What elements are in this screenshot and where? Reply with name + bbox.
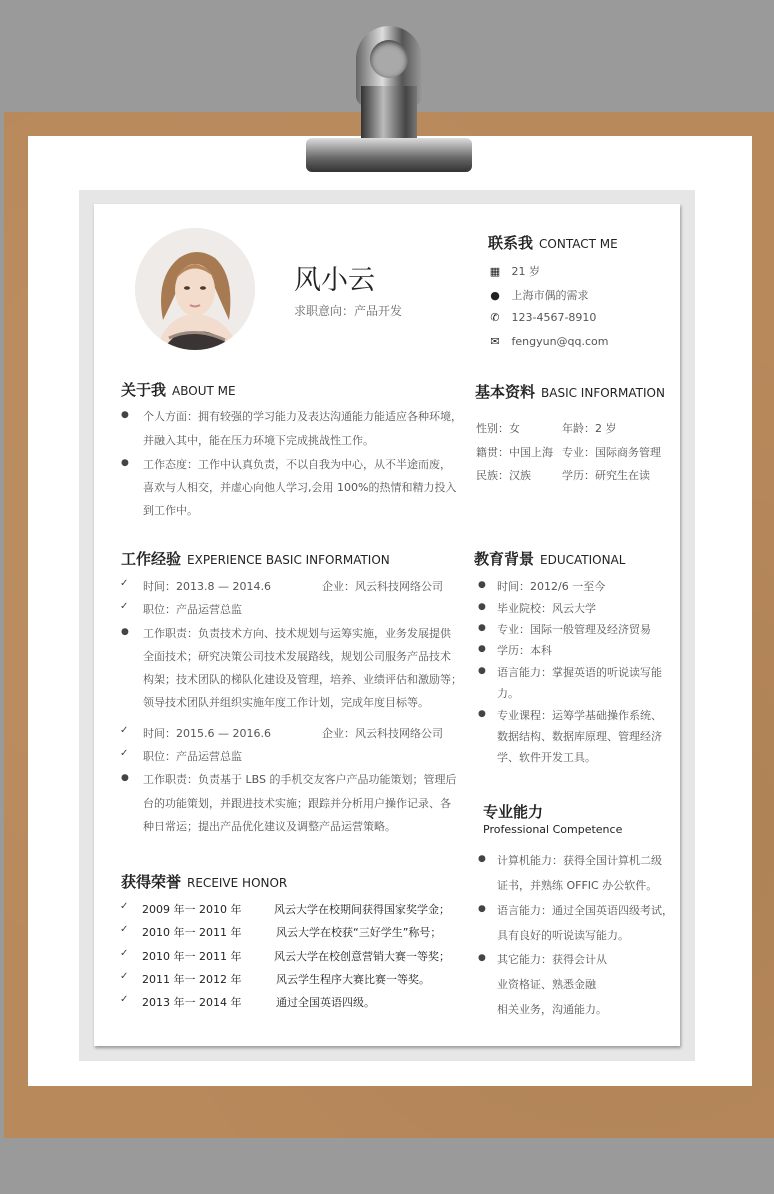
edu-major: 专业：国际一般管理及经济贸易 <box>497 623 651 636</box>
skill-line: 证书，并熟练 OFFIC 办公软件。 <box>497 879 658 892</box>
about-line: 并融入其中，能在压力环境下完成挑战性工作。 <box>143 434 374 447</box>
check-icon: ✓ <box>120 971 129 982</box>
job2-position: 职位：产品运营总监 <box>143 750 242 763</box>
contact-phone-row: ✆ 123-4567-8910 <box>488 311 596 324</box>
avatar <box>135 228 255 350</box>
check-icon: ✓ <box>120 725 129 736</box>
skill-line: 相关业务，沟通能力。 <box>497 1003 607 1016</box>
check-icon: ✓ <box>120 901 129 912</box>
job1-duty: 全面技术；研究决策公司技术发展路线，规划公司服务产品技术 <box>143 650 451 663</box>
skill-line: 语言能力：通过全国英语四级考试， <box>497 904 673 917</box>
basic-gender: 性别：女 <box>476 422 520 435</box>
contact-age-row: ▦ 21 岁 <box>489 265 540 278</box>
edu-courses: 专业课程：运筹学基础操作系统、 <box>497 709 662 722</box>
honor-year: 2010 年一 2011 年 <box>142 950 242 963</box>
bullet-dot: ● <box>478 623 486 633</box>
check-icon: ✓ <box>120 994 129 1005</box>
bullet-dot: ● <box>478 953 486 963</box>
basic-heading: 基本资料 BASIC INFORMATION <box>475 383 665 401</box>
check-icon: ✓ <box>120 578 129 589</box>
job1-company: 企业：风云科技网络公司 <box>322 580 443 593</box>
about-line: 喜欢与人相交，并虚心向他人学习,会用 100%的热情和精力投入 <box>143 481 457 494</box>
skill-line: 具有良好的听说读写能力。 <box>497 929 629 942</box>
about-heading: 关于我 ABOUT ME <box>121 381 236 399</box>
contact-address-row: ● 上海市偶的需求 <box>488 287 589 303</box>
bullet-dot: ● <box>121 458 129 468</box>
basic-age: 年龄：2 岁 <box>562 422 617 435</box>
honor-desc: 风云大学在校获“三好学生”称号； <box>276 926 442 939</box>
honor-desc: 风云大学在校创意营销大赛一等奖； <box>274 950 450 963</box>
bullet-dot: ● <box>478 709 486 719</box>
skills-heading-en: Professional Competence <box>483 823 623 836</box>
check-icon: ✓ <box>120 924 129 935</box>
edu-courses: 数据结构、数据库原理、管理经济 <box>497 730 662 743</box>
calendar-icon: ▦ <box>489 265 501 278</box>
bullet-dot: ● <box>121 410 129 420</box>
contact-mail-row: ✉ fengyun@qq.com <box>488 335 609 348</box>
honor-year: 2009 年一 2010 年 <box>142 903 242 916</box>
bullet-dot: ● <box>478 644 486 654</box>
job1-duty: 工作职责：负责技术方向、技术规划与运筹实施，业务发展提供 <box>143 627 451 640</box>
skill-line: 业资格证、熟悉金融 <box>497 978 596 991</box>
phone-icon: ✆ <box>490 311 500 324</box>
edu-courses: 学、软件开发工具。 <box>497 751 596 764</box>
bullet-dot: ● <box>478 854 486 864</box>
education-heading: 教育背景 EDUCATIONAL <box>474 550 626 568</box>
bullet-dot: ● <box>478 580 486 590</box>
candidate-name: 风小云 <box>294 265 375 296</box>
bullet-dot: ● <box>121 773 129 783</box>
bullet-dot: ● <box>478 666 486 676</box>
job-intention: 求职意向：产品开发 <box>294 304 403 318</box>
location-icon: ● <box>490 289 500 302</box>
job1-duty: 领导技术团队并组织实施年度工作计划，完成年度目标等。 <box>143 696 429 709</box>
job2-company: 企业：风云科技网络公司 <box>322 727 443 740</box>
basic-degree: 学历：研究生在读 <box>562 469 650 482</box>
honor-desc: 风云大学在校期间获得国家奖学金； <box>274 903 450 916</box>
about-line: 到工作中。 <box>143 504 198 517</box>
mail-icon: ✉ <box>490 335 500 348</box>
bullet-dot: ● <box>121 627 129 637</box>
check-icon: ✓ <box>120 601 129 612</box>
basic-origin: 籍贯：中国上海 <box>476 446 553 459</box>
edu-language: 语言能力：掌握英语的听说读写能 <box>497 666 662 679</box>
job2-duty: 台的功能策划，并跟进技术实施；跟踪并分析用户操作记录、各 <box>143 797 451 810</box>
check-icon: ✓ <box>120 948 129 959</box>
bullet-dot: ● <box>478 602 486 612</box>
job1-duty: 构架；技术团队的梯队化建设及管理，培养、业绩评估和激励等； <box>143 673 462 686</box>
basic-major: 专业：国际商务管理 <box>562 446 661 459</box>
job2-duty: 工作职责：负责基于 LBS 的手机交友客户产品功能策划；管理后 <box>143 773 457 786</box>
basic-ethnicity: 民族：汉族 <box>476 469 531 482</box>
bullet-dot: ● <box>478 904 486 914</box>
contact-heading: 联系我 CONTACT ME <box>488 234 618 252</box>
edu-language: 力。 <box>497 687 519 700</box>
about-line: 工作态度：工作中认真负责，不以自我为中心，从不半途而废， <box>143 458 451 471</box>
honor-desc: 风云学生程序大赛比赛一等奖。 <box>276 973 430 986</box>
job1-position: 职位：产品运营总监 <box>143 603 242 616</box>
job1-time: 时间：2013.8 — 2014.6 <box>143 580 271 593</box>
about-line: 个人方面：拥有较强的学习能力及表达沟通能力能适应各种环境， <box>143 410 462 423</box>
edu-time: 时间：2012/6 一至今 <box>497 580 606 593</box>
skills-heading: 专业能力 <box>483 803 544 821</box>
honor-year: 2013 年一 2014 年 <box>142 996 242 1009</box>
honor-year: 2011 年一 2012 年 <box>142 973 242 986</box>
skill-line: 其它能力：获得会计从 <box>497 953 607 966</box>
skill-line: 计算机能力：获得全国计算机二级 <box>497 854 662 867</box>
honor-heading: 获得荣誉 RECEIVE HONOR <box>121 873 288 891</box>
experience-heading: 工作经验 EXPERIENCE BASIC INFORMATION <box>121 550 390 568</box>
edu-school: 毕业院校：风云大学 <box>497 602 596 615</box>
job2-duty: 种日常运；提出产品优化建议及调整产品运营策略。 <box>143 820 396 833</box>
honor-year: 2010 年一 2011 年 <box>142 926 242 939</box>
binder-clip-icon <box>306 26 472 176</box>
edu-degree: 学历：本科 <box>497 644 552 657</box>
honor-desc: 通过全国英语四级。 <box>276 996 375 1009</box>
check-icon: ✓ <box>120 748 129 759</box>
job2-time: 时间：2015.6 — 2016.6 <box>143 727 271 740</box>
